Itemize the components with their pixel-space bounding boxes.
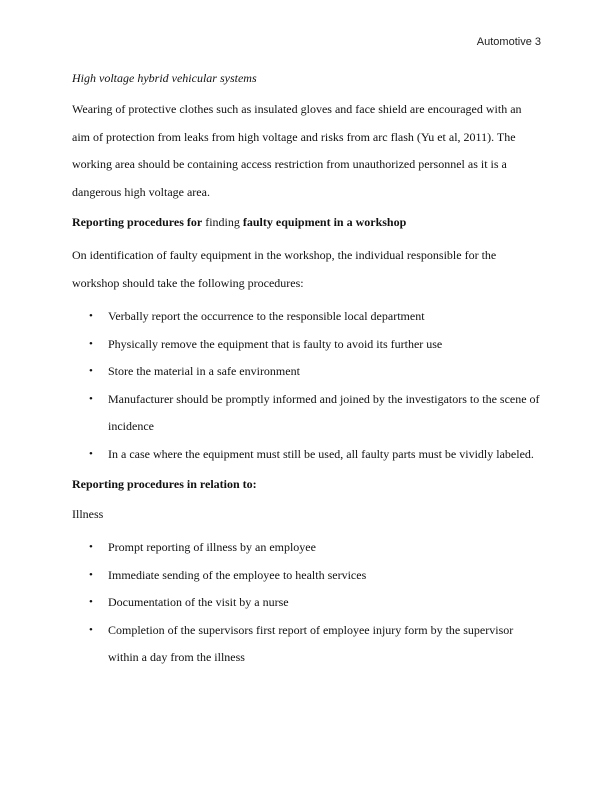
section-title-faulty-equipment	[72, 212, 542, 232]
bullet-icon: •	[89, 596, 93, 608]
list-item: • Immediate sending of the employee to health services	[72, 562, 542, 590]
bullet-icon: •	[89, 337, 93, 350]
title-part-2: finding	[205, 215, 240, 229]
illness-list	[72, 534, 542, 672]
title-part-3: faulty equipment in a workshop	[242, 215, 407, 229]
bullet-icon: •	[89, 623, 93, 636]
list-item: • Prompt reporting of illness by an employee	[72, 534, 542, 562]
section-title-reporting-relation: Reporting procedures in relation to:	[72, 477, 257, 491]
document-body	[72, 68, 542, 678]
section-title-hybrid-systems: High voltage hybrid vehicular systems	[72, 71, 257, 85]
bullet-icon: •	[89, 392, 93, 405]
list-item: • Documentation of the visit by a nurse	[72, 589, 542, 617]
bullet-icon: •	[89, 447, 93, 460]
list-item: • Store the material in a safe environment	[72, 358, 542, 386]
paragraph-faulty-intro: On identification of faulty equipment in the workshop, the individual responsible for the workshop should take the following procedures:	[72, 248, 497, 290]
bullet-icon: •	[89, 541, 93, 553]
running-head: Automotive 3	[476, 36, 541, 48]
list-item: • In a case where the equipment must still be used, all faulty parts must be vividly labeled.	[72, 441, 542, 469]
faulty-equipment-list	[72, 303, 542, 468]
bullet-icon: •	[89, 310, 93, 322]
list-item: • Verbally report the occurrence to the responsible local department	[72, 303, 542, 331]
list-item: • Completion of the supervisors first report of employee injury form by the supervisor within a day from the illness	[72, 617, 542, 672]
paragraph-protective-clothes: Wearing of protective clothes such as insulated gloves and face shield are encouraged with an aim of protection from leaks from high voltage and risks from arc flash (Yu et al, 2011). The working area should be containing access restriction from unauthorized personnel as it is a dangerous high voltage area.	[72, 102, 522, 199]
list-item: • Manufacturer should be promptly informed and joined by the investigators to the scene of incidence	[72, 386, 542, 441]
subtitle-illness: Illness	[72, 507, 104, 521]
bullet-icon: •	[89, 365, 93, 377]
bullet-icon: •	[89, 568, 93, 581]
title-part-1: Reporting procedures for	[72, 215, 203, 229]
list-item: • Physically remove the equipment that is faulty to avoid its further use	[72, 331, 542, 359]
